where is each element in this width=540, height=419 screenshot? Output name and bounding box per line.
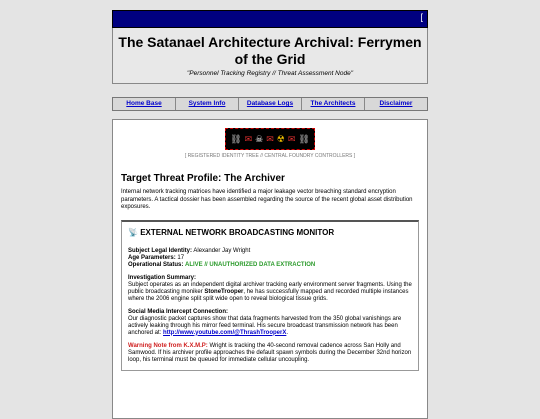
identity-label: Subject Legal Identity: bbox=[128, 247, 193, 254]
nav-home-base[interactable]: Home Base bbox=[113, 98, 176, 110]
moniker: StoneTrooper bbox=[204, 288, 244, 295]
monitor-title: EXTERNAL NETWORK BROADCASTING MONITOR bbox=[140, 227, 335, 237]
investigation-section bbox=[128, 275, 412, 303]
warning-section bbox=[128, 343, 412, 364]
identity-banner bbox=[225, 128, 315, 150]
identity-row bbox=[128, 248, 412, 255]
profile-title: Target Threat Profile: The Archiver bbox=[121, 173, 285, 184]
radiation-icon: ☢ bbox=[276, 134, 285, 144]
age-value: 17 bbox=[177, 254, 185, 261]
warning-label: Warning Note from K.X.M.P: bbox=[128, 342, 208, 349]
top-bar-mark: [ bbox=[420, 12, 423, 22]
chain-icon: ⛓ bbox=[230, 134, 242, 144]
investigation-heading: Investigation Summary: bbox=[128, 274, 197, 281]
identity-value: Alexander Jay Wright bbox=[193, 247, 251, 254]
profile-intro: Internal network tracking matrices have identified a major leakage vector breaching standard encryption parameters. A tactical dossier has been assembled regarding the source of the recent global asset distribution exposures. bbox=[121, 189, 413, 210]
satellite-icon: 📡 bbox=[128, 227, 138, 237]
social-section bbox=[128, 309, 412, 337]
site-title: The Satanael Architecture Archival: Ferrymen of the Grid bbox=[118, 34, 422, 67]
envelope-icon: ✉ bbox=[266, 134, 274, 144]
site-subtitle: "Personnel Tracking Registry // Threat Assessment Node" bbox=[186, 70, 354, 77]
nav-system-info[interactable]: System Info bbox=[176, 98, 239, 110]
main-content bbox=[112, 119, 428, 419]
chain-icon: ⛓ bbox=[298, 134, 310, 144]
age-label: Age Parameters: bbox=[128, 254, 176, 261]
site-header bbox=[112, 28, 428, 84]
social-heading: Social Media Intercept Connection: bbox=[128, 308, 229, 315]
banner-caption: [ REGISTERED IDENTITY TREE // CENTRAL FOUNDRY CONTROLLERS ] bbox=[184, 153, 356, 159]
status-label: Operational Status: bbox=[128, 261, 184, 268]
envelope-icon: ✉ bbox=[287, 134, 296, 144]
status-row bbox=[128, 262, 412, 269]
nav-database-logs[interactable]: Database Logs bbox=[239, 98, 302, 110]
envelope-icon: ✉ bbox=[244, 134, 253, 144]
social-text: Our diagnostic packet captures show that data fragments harvested from the 350 global vanishings are actively leaking through his mirror feed terminal. His secure broadcast transmission network has been anchored at: http://www.youtube.com/@ThrashTrooperX. bbox=[128, 315, 402, 336]
top-bar bbox=[112, 10, 428, 28]
youtube-link[interactable]: http://www.youtube.com/@ThrashTrooperX bbox=[163, 329, 287, 336]
broadcast-monitor bbox=[121, 220, 419, 371]
monitor-heading bbox=[128, 228, 412, 238]
status-value: ALIVE // UNAUTHORIZED DATA EXTRACTION bbox=[185, 261, 316, 268]
nav-disclaimer[interactable]: Disclaimer bbox=[379, 100, 413, 107]
warning-text: Warning Note from K.X.M.P: Wright is tracking the 40-second removal cadence across San Holly and Samwood. If his archiver profile approaches the default spawn symbols during the December 32nd horizon loop, his terminal must be queued for immediate cellular uncoupling. bbox=[128, 342, 412, 363]
nav-bar bbox=[112, 97, 428, 111]
nav-the-architects[interactable]: The Architects bbox=[302, 98, 365, 110]
skull-icon: ☠ bbox=[255, 134, 264, 144]
investigation-text: Subject operates as an independent digital archiver tracking early environment server fragments. Using the public broadcasting moniker StoneTrooper, he has successfully mapped and recorded multiple instances where the 2006 engine split split wide open to reveal biological tissue grids. bbox=[128, 281, 412, 302]
age-row bbox=[128, 255, 412, 262]
